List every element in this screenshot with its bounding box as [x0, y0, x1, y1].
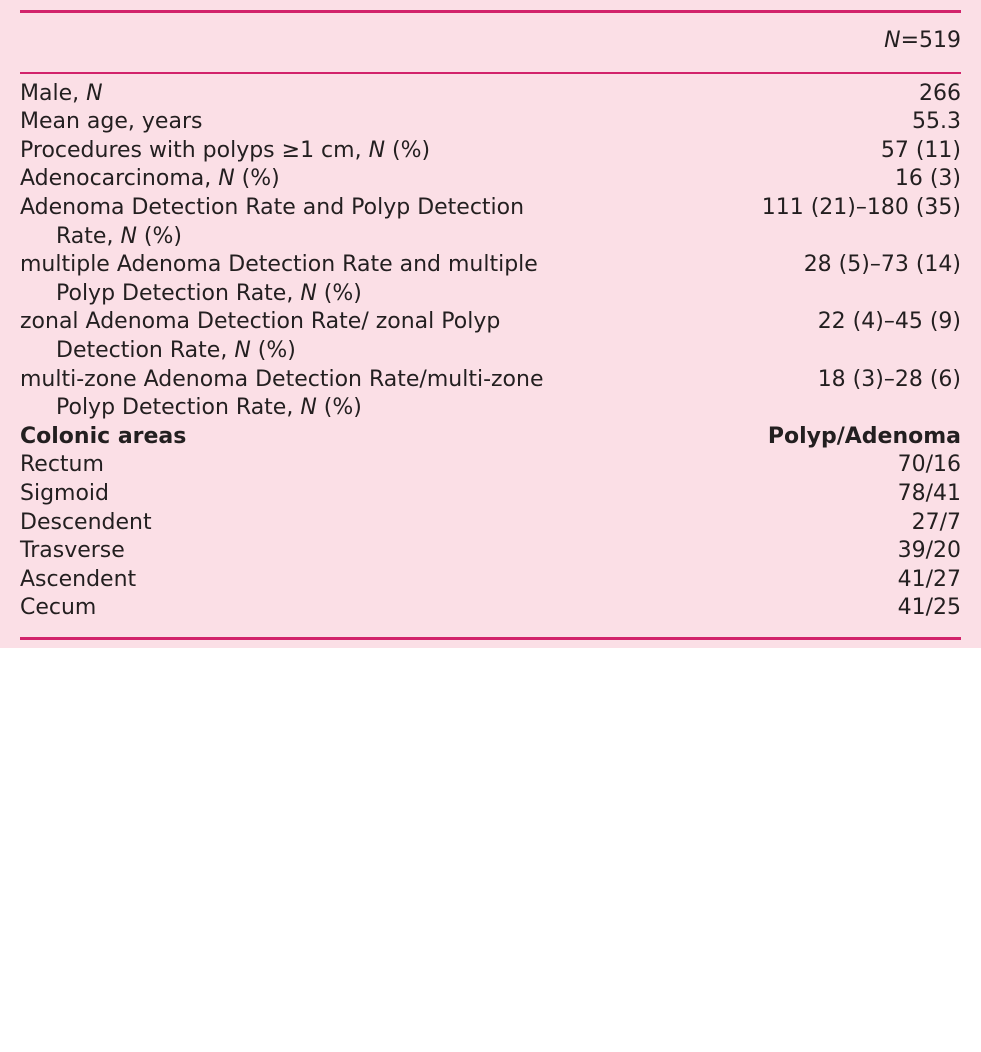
row-label-cont: Rate,	[56, 223, 121, 249]
row-value: 27/7	[911, 509, 961, 535]
row-label-text: Mean age, years	[20, 109, 203, 135]
row-label-line2	[20, 394, 650, 423]
row-label-line2	[20, 337, 650, 366]
row-label-line1: zonal Adenoma Detection Rate/ zonal Polyp	[20, 309, 501, 335]
row-label: Descendent	[20, 509, 152, 535]
table-row	[20, 566, 961, 595]
row-label-line1	[20, 108, 650, 137]
row-label	[20, 251, 650, 308]
row-value: 70/16	[897, 452, 961, 478]
spacer-cell	[20, 623, 961, 637]
table-body	[20, 74, 961, 637]
row-value: 78/41	[897, 480, 961, 506]
table-row	[20, 308, 961, 365]
row-label-line1	[20, 80, 650, 109]
row-value: 41/27	[897, 566, 961, 592]
row-label	[20, 194, 650, 251]
row-label-italic: N	[300, 280, 317, 306]
row-label-suffix: (%)	[250, 337, 296, 363]
row-label-text: Male,	[20, 80, 87, 106]
section-header-value: Polyp/Adenoma	[767, 423, 961, 449]
header-n-equals: =	[900, 28, 919, 53]
row-label	[20, 108, 650, 137]
row-value: 18 (3)–28 (6)	[817, 366, 961, 392]
row-value: 16 (3)	[894, 166, 961, 192]
row-label: Sigmoid	[20, 480, 110, 506]
row-label: Trasverse	[20, 538, 125, 564]
row-label	[20, 308, 650, 365]
header-n-value: 519	[919, 28, 961, 53]
table-row	[20, 108, 961, 137]
row-value: 55.3	[912, 109, 961, 135]
row-label-line1	[20, 137, 650, 166]
row-label-cont: Detection Rate,	[56, 337, 235, 363]
row-value: 28 (5)–73 (14)	[803, 252, 961, 278]
row-label-line2	[20, 223, 650, 252]
header-n-symbol: N	[884, 28, 901, 53]
row-label-suffix: (%)	[316, 280, 362, 306]
row-label: Rectum	[20, 452, 104, 478]
row-label-italic: N	[368, 137, 386, 163]
table-row	[20, 509, 961, 538]
row-label-line2	[20, 280, 650, 309]
row-label-cont: Polyp Detection Rate,	[56, 280, 301, 306]
row-label-italic: N	[120, 223, 137, 249]
row-value: 41/25	[897, 595, 961, 621]
table-row	[20, 537, 961, 566]
table-header-section	[20, 13, 961, 72]
row-label	[20, 165, 650, 194]
section-header-label: Colonic areas	[20, 423, 187, 449]
table-row	[20, 137, 961, 166]
table-row	[20, 451, 961, 480]
row-label-suffix: (%)	[385, 137, 431, 163]
row-label-line1: multi-zone Adenoma Detection Rate/multi-zone	[20, 366, 544, 392]
row-value: 266	[919, 80, 961, 106]
table-bottom-pad	[0, 640, 981, 648]
row-label	[20, 80, 650, 109]
row-label-italic: N	[234, 337, 251, 363]
table-row	[20, 366, 961, 423]
row-value: 111 (21)–180 (35)	[761, 194, 961, 220]
row-label	[20, 137, 650, 166]
table-row	[20, 251, 961, 308]
row-label-suffix: (%)	[316, 395, 362, 421]
spacer-row	[20, 623, 961, 637]
row-label: Ascendent	[20, 566, 137, 592]
table-row	[20, 165, 961, 194]
row-label: Cecum	[20, 595, 97, 621]
row-label-italic: N	[218, 166, 235, 192]
table-row	[20, 480, 961, 509]
table-top-clip	[0, 0, 981, 10]
row-value: 39/20	[897, 538, 961, 564]
row-label-cont: Polyp Detection Rate,	[56, 395, 301, 421]
table-header-row	[20, 13, 961, 72]
header-n-cell	[650, 13, 961, 72]
table-row	[20, 594, 961, 623]
table-row	[20, 80, 961, 109]
row-label-suffix: (%)	[234, 166, 280, 192]
row-label-italic: N	[86, 80, 103, 106]
section-header-row	[20, 423, 961, 452]
row-label-line1: Adenoma Detection Rate and Polyp Detection	[20, 194, 525, 220]
row-label-line1: multiple Adenoma Detection Rate and multiple	[20, 252, 538, 278]
header-blank-cell	[20, 13, 650, 72]
row-value: 22 (4)–45 (9)	[817, 309, 961, 335]
row-value: 57 (11)	[880, 137, 961, 163]
row-label-italic: N	[300, 395, 317, 421]
row-label	[20, 366, 650, 423]
row-label-text: Adenocarcinoma,	[20, 166, 219, 192]
row-label-text: Procedures with polyps ≥1 cm,	[20, 137, 369, 163]
row-label-suffix: (%)	[136, 223, 182, 249]
table-row	[20, 194, 961, 251]
row-label-line1	[20, 165, 650, 194]
